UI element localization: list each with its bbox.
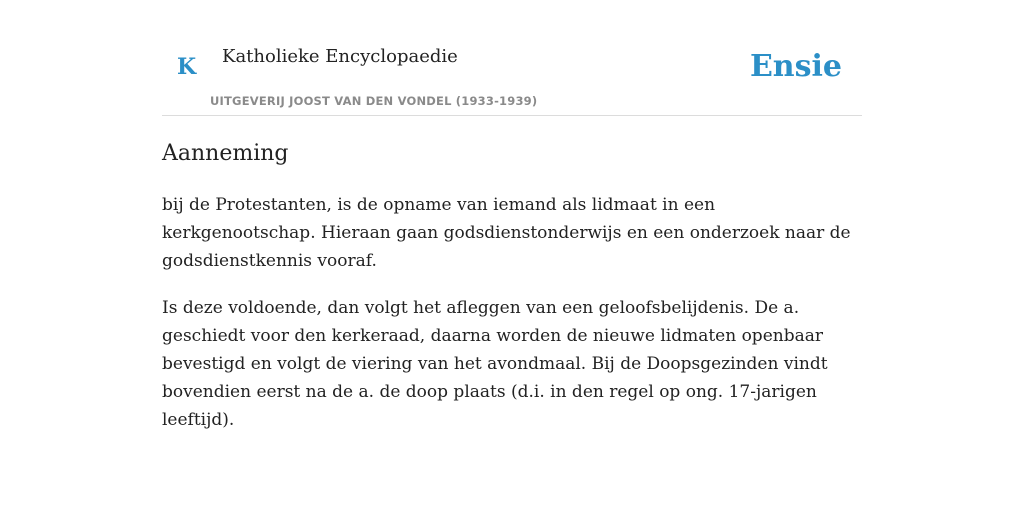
article-title: Aanneming xyxy=(162,141,289,166)
article-paragraph: bij de Protestanten, is de opname van iemand als lidmaat in een kerkgenootschap. Hieraan gaan godsdienstonderwijs en een onderzoek naar de godsdienstkennis vooraf. xyxy=(162,194,851,271)
ensie-brand-link[interactable]: Ensie xyxy=(749,49,842,84)
publisher-label: UITGEVERIJ JOOST VAN DEN VONDEL (1933-1939) xyxy=(210,94,538,108)
encyclopedia-logo-icon[interactable]: K xyxy=(177,54,197,80)
header xyxy=(162,0,862,116)
article xyxy=(162,140,862,434)
article-paragraph: Is deze voldoende, dan volgt het afleggen van een geloofsbelijdenis. De a. geschiedt voor den kerkeraad, daarna worden de nieuwe lidmaten openbaar bevestigd en volgt de viering van het avondmaal. Bij de Doopsgezinden vindt bovendien eerst na de a. de doop plaats (d.i. in den regel op ong. 17-jarigen leeftijd). xyxy=(162,297,828,430)
encyclopedia-title-link[interactable]: Katholieke Encyclopaedie xyxy=(222,46,458,67)
